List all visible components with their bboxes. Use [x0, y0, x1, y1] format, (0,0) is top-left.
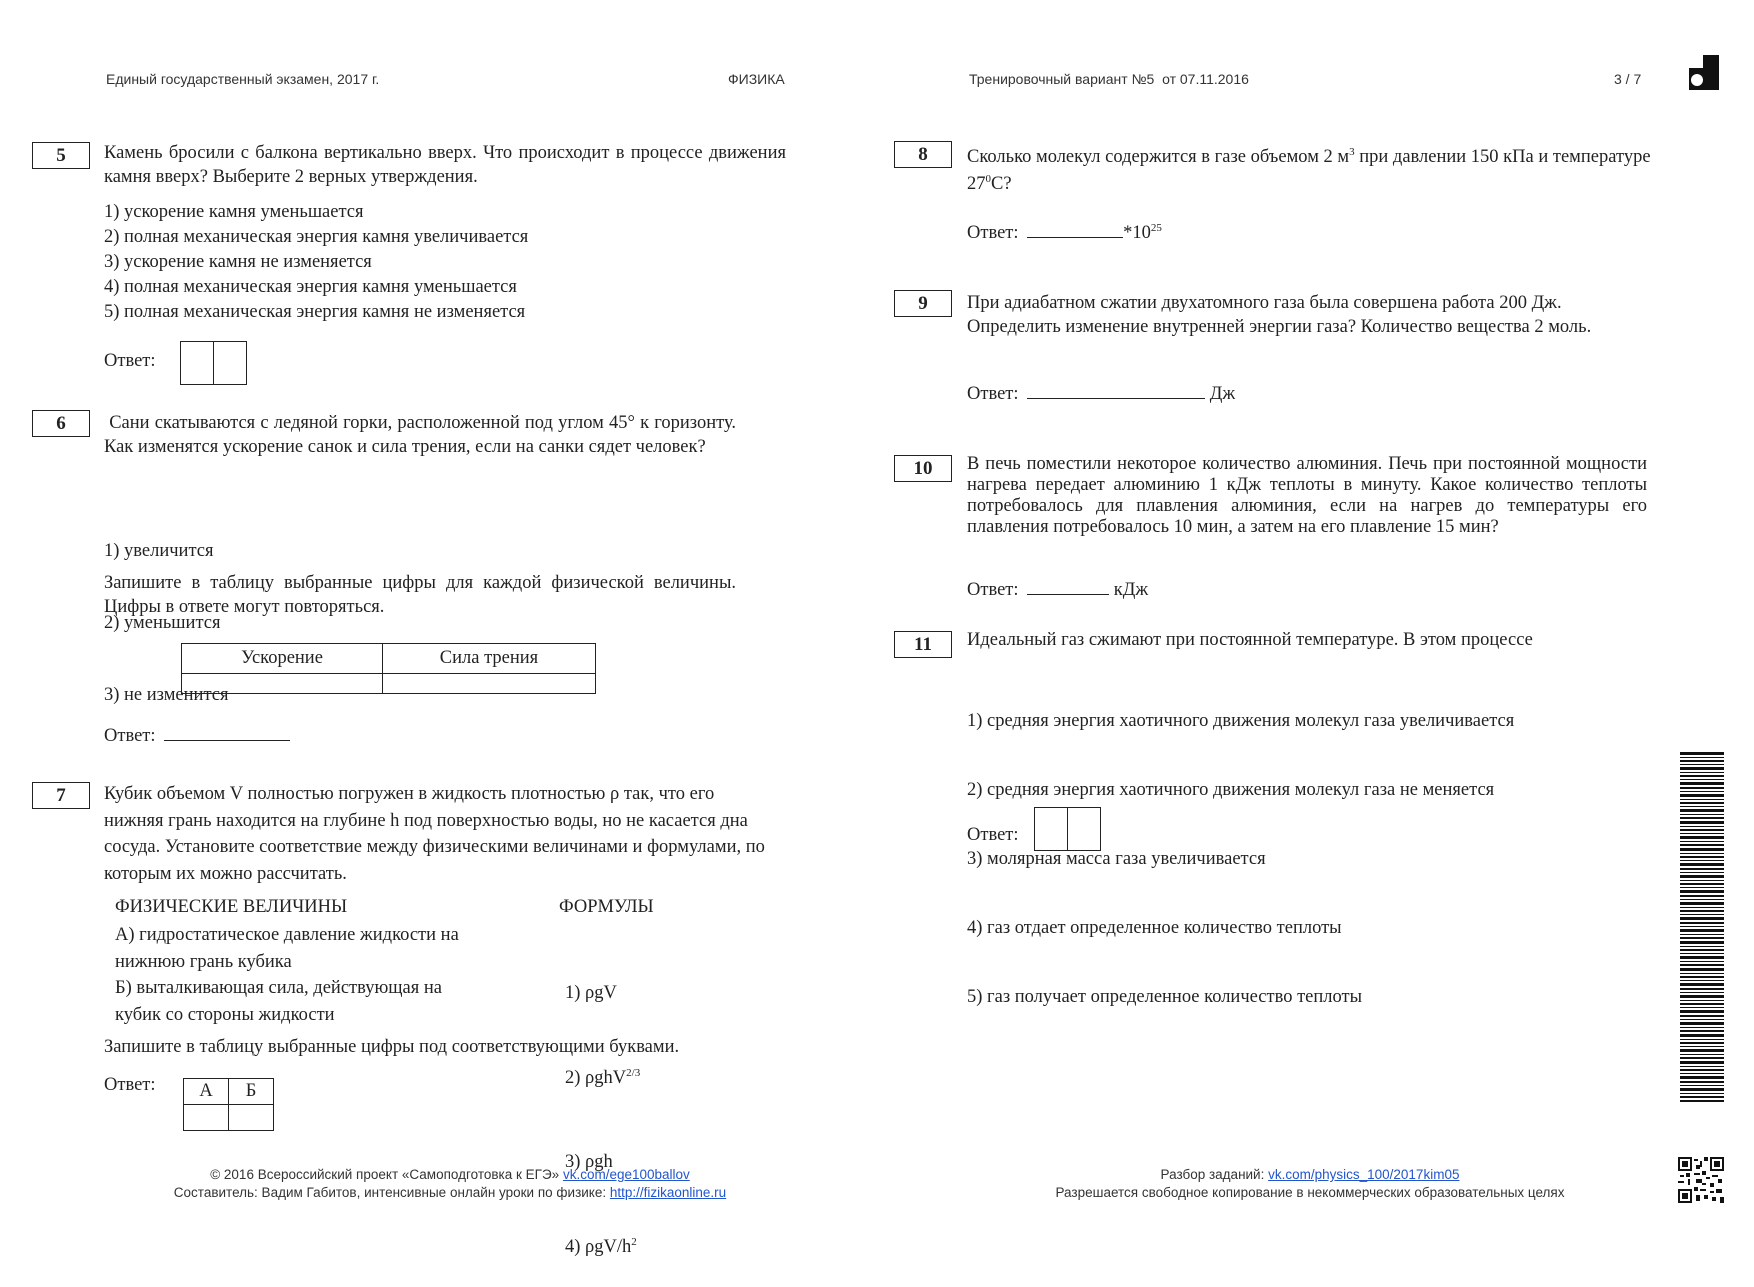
- q6-col-friction: Сила трения: [383, 644, 596, 674]
- q9-answer-label: Ответ:: [967, 384, 1019, 404]
- task-number-8: 8: [894, 141, 952, 168]
- q5-option-2: 2) полная механическая энергия камня увеличивается: [104, 227, 529, 247]
- q6-answer-table: [181, 643, 596, 694]
- q6-answer-field[interactable]: [164, 722, 290, 741]
- q5-answer-label: Ответ:: [104, 351, 156, 371]
- barcode-icon: [1680, 752, 1724, 1102]
- q8-answer-row: [967, 219, 1162, 244]
- q7-quantities: [115, 922, 459, 1028]
- q11-answer-cell-2[interactable]: [1068, 807, 1101, 851]
- q11-option-2: 2) средняя энергия хаотичного движения молекул газа не меняется: [967, 780, 1495, 800]
- q8-text: Сколько молекул содержится в газе объемом 2 $м^3$ при давлении 150 кПа и температуре $27^0С$?: [967, 146, 1651, 195]
- q6-text: Сани скатываются с ледяной горки, расположенной под углом 45° к горизонту. Как изменятся ускорение санок и сила трения, если на санки сядет человек?: [104, 413, 741, 457]
- footer-left-line2: Составитель: Вадим Габитов, интенсивные онлайн уроки по физике: http://fizikaonline.ru: [173, 1185, 727, 1200]
- q10-answer-label: Ответ:: [967, 580, 1019, 600]
- q7-quantity-a-line1: А) гидростатическое давление жидкости на: [115, 925, 459, 945]
- q11-option-5: 5) газ получает определенное количество теплоты: [967, 987, 1363, 1007]
- footer-link-ege100ballov[interactable]: vk.com/ege100ballov: [562, 1167, 690, 1182]
- header-page-number: 3 / 7: [1614, 71, 1642, 87]
- q10-answer-field[interactable]: [1027, 576, 1109, 595]
- q6-answer-cell-2[interactable]: [383, 674, 596, 694]
- q7-col-b: Б: [229, 1079, 274, 1105]
- q5-option-1: 1) ускорение камня уменьшается: [104, 202, 364, 222]
- q5-option-5: 5) полная механическая энергия камня не изменяется: [104, 302, 526, 322]
- q5-text: Камень бросили с балкона вертикально вверх. Что происходит в процессе движения камня вверх? Выберите 2 верных утверждения.: [104, 143, 786, 187]
- q7-answer-label: Ответ:: [104, 1075, 156, 1095]
- q8-answer-label: Ответ:: [967, 223, 1019, 243]
- footer-right-line2: Разрешается свободное копирование в некоммерческих образовательных целях: [1055, 1185, 1565, 1200]
- q5-option-3: 3) ускорение камня не изменяется: [104, 252, 372, 272]
- corner-marker-icon: [1689, 55, 1719, 90]
- q6-answer-label: Ответ:: [104, 726, 156, 746]
- qr-code-icon: [1678, 1157, 1724, 1203]
- q9-answer-row: [967, 380, 1235, 405]
- q6-instruction: Запишите в таблицу выбранные цифры для каждой физической величины. Цифры в ответе могут повторяться.: [104, 573, 736, 617]
- task-number-11: 11: [894, 631, 952, 658]
- q7-instruction: Запишите в таблицу выбранные цифры под соответствующими буквами.: [104, 1037, 680, 1057]
- q9-unit: Дж: [1209, 384, 1236, 404]
- footer-link-physics100[interactable]: vk.com/physics_100/2017kim05: [1268, 1167, 1460, 1182]
- q6-col-acceleration: Ускорение: [182, 644, 383, 674]
- q10-answer-row: [967, 576, 1148, 601]
- q7-right-heading: ФОРМУЛЫ: [559, 897, 654, 917]
- header-subject: ФИЗИКА: [728, 71, 785, 87]
- task-number-6: 6: [32, 410, 90, 437]
- q6-answer-cell-1[interactable]: [182, 674, 383, 694]
- footer-link-fizikaonline[interactable]: http://fizikaonline.ru: [609, 1185, 727, 1200]
- q6-answer-row: [104, 722, 290, 747]
- q7-formula-3: 3) ρgh: [565, 1152, 613, 1173]
- q7-formula-1: 1) ρgV: [565, 983, 617, 1004]
- q9-text: При адиабатном сжатии двухатомного газа была совершена работа 200 Дж. Определить изменение внутренней энергии газа? Количество вещества 2 моль.: [967, 293, 1592, 337]
- q7-formula-2: 2) ρghV$^{2/3}$: [565, 1066, 641, 1088]
- q7-left-heading: ФИЗИЧЕСКИЕ ВЕЛИЧИНЫ: [115, 897, 348, 917]
- q7-answer-cell-a[interactable]: [184, 1105, 229, 1131]
- footer-left-line1: © 2016 Всероссийский проект «Самоподготовка к ЕГЭ» vk.com/ege100ballov: [210, 1167, 690, 1182]
- q10-unit: кДж: [1113, 580, 1149, 600]
- q5-option-4: 4) полная механическая энергия камня уменьшается: [104, 277, 517, 297]
- header-exam: Единый государственный экзамен, 2017 г.: [106, 71, 380, 87]
- q10-text: В печь поместили некоторое количество алюминия. Печь при постоянной мощности нагрева передает алюминию 1 кДж теплоты в минуту. Какое количество теплоты потребовалось для плавления алюминия, если на нагрев до температуры его плавления потребовалось 10 мин, а затем на его плавление 15 мин?: [967, 454, 1647, 537]
- header-variant: Тренировочный вариант №5 от 07.11.2016: [969, 71, 1249, 87]
- q6-option-3: 3) не изменится: [104, 685, 229, 705]
- q6-option-1: 1) увеличится: [104, 541, 214, 561]
- q5-answer-cell-1[interactable]: [180, 341, 214, 385]
- q11-answer-cell-1[interactable]: [1034, 807, 1068, 851]
- q11-option-3: 3) молярная масса газа увеличивается: [967, 849, 1266, 869]
- q11-answer-label: Ответ:: [967, 825, 1019, 845]
- q9-answer-field[interactable]: [1027, 380, 1205, 399]
- footer-right-line1: Разбор заданий: vk.com/physics_100/2017kim05: [1160, 1167, 1460, 1182]
- q8-answer-suffix: *10: [1123, 223, 1151, 243]
- q7-quantity-b-line2: кубик со стороны жидкости: [115, 1004, 335, 1025]
- footer-right: [1010, 1166, 1610, 1202]
- q11-text: Идеальный газ сжимают при постоянной температуре. В этом процессе: [967, 630, 1533, 650]
- q7-formula-4: 4) ρgV/$h^2$: [565, 1235, 637, 1258]
- q5-options: [104, 200, 528, 325]
- task-number-9: 9: [894, 290, 952, 317]
- q7-quantity-a-line2: нижнюю грань кубика: [115, 951, 292, 972]
- q11-option-4: 4) газ отдает определенное количество теплоты: [967, 918, 1342, 938]
- task-number-10: 10: [894, 455, 952, 482]
- q8-answer-exponent: 25: [1150, 221, 1162, 234]
- q7-col-a: А: [184, 1079, 229, 1105]
- q7-quantity-b-line1: Б) выталкивающая сила, действующая на: [115, 978, 442, 998]
- q8-answer-field[interactable]: [1027, 219, 1123, 238]
- q7-text: Кубик объемом V полностью погружен в жидкость плотностью ρ так, что его нижняя грань находится на глубине h под поверхностью воды, но не касается дна сосуда. Установите соответствие между физическими величинами и формулами, по которым их можно рассчитать.: [104, 784, 765, 884]
- q7-answer-cell-b[interactable]: [229, 1105, 274, 1131]
- q6-option-2: 2) уменьшится: [104, 613, 221, 633]
- q11-answer-cells: [1034, 807, 1101, 851]
- q5-answer-cell-2[interactable]: [214, 341, 247, 385]
- task-number-5: 5: [32, 142, 90, 169]
- q7-formulas: [565, 922, 640, 1287]
- q11-option-1: 1) средняя энергия хаотичного движения молекул газа увеличивается: [967, 711, 1515, 731]
- task-number-7: 7: [32, 782, 90, 809]
- q7-answer-table: [183, 1078, 274, 1131]
- q5-answer-cells: [180, 341, 247, 385]
- footer-left: [130, 1166, 770, 1202]
